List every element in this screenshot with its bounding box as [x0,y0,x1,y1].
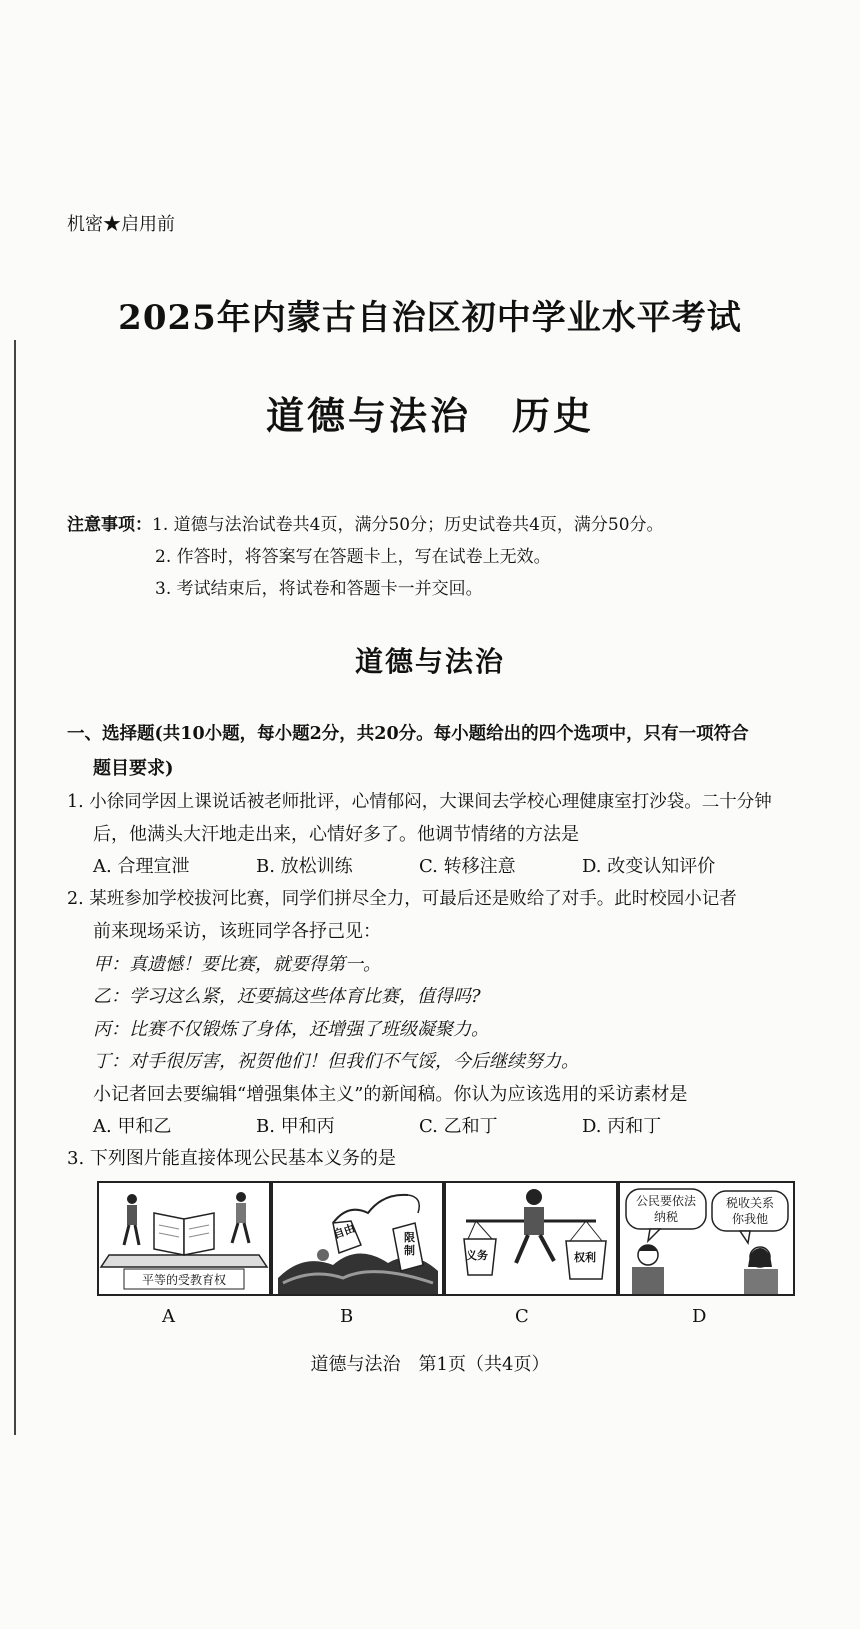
notice-item: 1. 道德与法治试卷共4页，满分50分；历史试卷共4页，满分50分。 [152,515,664,535]
rights-duties-cartoon [446,1183,616,1294]
picture-d-letter: D [692,1306,707,1327]
picture-a [97,1181,271,1296]
picture-b-banner: 自由 [331,1221,357,1242]
quote-jia: 甲：真遗憾！要比赛，就要得第一。 [93,954,381,975]
option-a: A. 甲和乙 [93,1116,172,1137]
question-2-text-cont: 前来现场采访，该班同学各抒己见： [93,921,381,942]
option-a: A. 合理宣泄 [93,856,190,877]
option-d: D. 丙和丁 [582,1116,662,1137]
option-b: B. 放松训练 [256,856,353,877]
picture-c-letter: C [515,1306,529,1327]
option-c: C. 转移注意 [419,856,516,877]
bubble-line: 你我他 [731,1212,768,1226]
option-d: D. 改变认知评价 [582,856,716,877]
quote-yi: 乙：学习这么紧，还要搞这些体育比赛，值得吗? [93,986,481,1007]
notice-label: 注意事项： [67,515,152,535]
picture-d [618,1181,795,1296]
option-c: C. 乙和丁 [419,1116,498,1137]
exam-title: 2025年内蒙古自治区初中学业水平考试 [118,298,742,338]
picture-b [271,1181,444,1296]
question-2-prompt: 小记者回去要编辑“增强集体主义”的新闻稿。你认为应该选用的采访素材是 [93,1084,688,1105]
question-3-text: 3. 下列图片能直接体现公民基本义务的是 [67,1148,396,1169]
bubble-line: 税收关系 [725,1196,774,1210]
picture-c-right-bag: 权利 [574,1251,596,1264]
picture-b-letter: B [340,1306,354,1327]
picture-c [444,1181,618,1296]
option-b: B. 甲和丙 [256,1116,335,1137]
notice-line-1 [67,510,664,535]
picture-d-bubble-right [712,1195,788,1227]
subject-title: 道德与法治 历史 [265,393,594,438]
picture-d-bubble-left [626,1193,706,1225]
binding-margin-line [14,340,16,1435]
bubble-line: 纳税 [653,1210,678,1224]
quote-ding: 丁：对手很厉害，祝贺他们！但我们不气馁，今后继续努力。 [93,1051,579,1072]
page-footer: 道德与法治 第1页（共4页） [310,1354,550,1375]
section-title: 道德与法治 [354,645,505,678]
part-heading: 一、选择题(共10小题，每小题2分，共20分。每小题给出的四个选项中，只有一项符合 [67,724,749,744]
picture-a-caption: 平等的受教育权 [141,1273,226,1287]
confidential-label: 机密★启用前 [67,214,175,235]
notice-item: 3. 考试结束后，将试卷和答题卡一并交回。 [155,579,483,599]
question-1-text-cont: 后，他满头大汗地走出来，心情好多了。他调节情绪的方法是 [93,824,579,845]
notice-item: 2. 作答时，将答案写在答题卡上，写在试卷上无效。 [155,547,551,567]
question-1-text: 1. 小徐同学因上课说话被老师批评，心情郁闷，大课间去学校心理健康室打沙袋。二十分钟 [67,792,772,812]
question-2-text: 2. 某班参加学校拔河比赛，同学们拼尽全力，可最后还是败给了对手。此时校园小记者 [67,889,737,909]
picture-b-tag: 限制 [404,1231,415,1257]
picture-a-letter: A [162,1306,175,1327]
quote-bing: 丙：比赛不仅锻炼了身体，还增强了班级凝聚力。 [93,1019,489,1040]
bubble-line: 公民要依法 [635,1194,696,1208]
picture-c-left-bag: 义务 [466,1249,488,1262]
part-heading-cont: 题目要求) [93,758,174,779]
